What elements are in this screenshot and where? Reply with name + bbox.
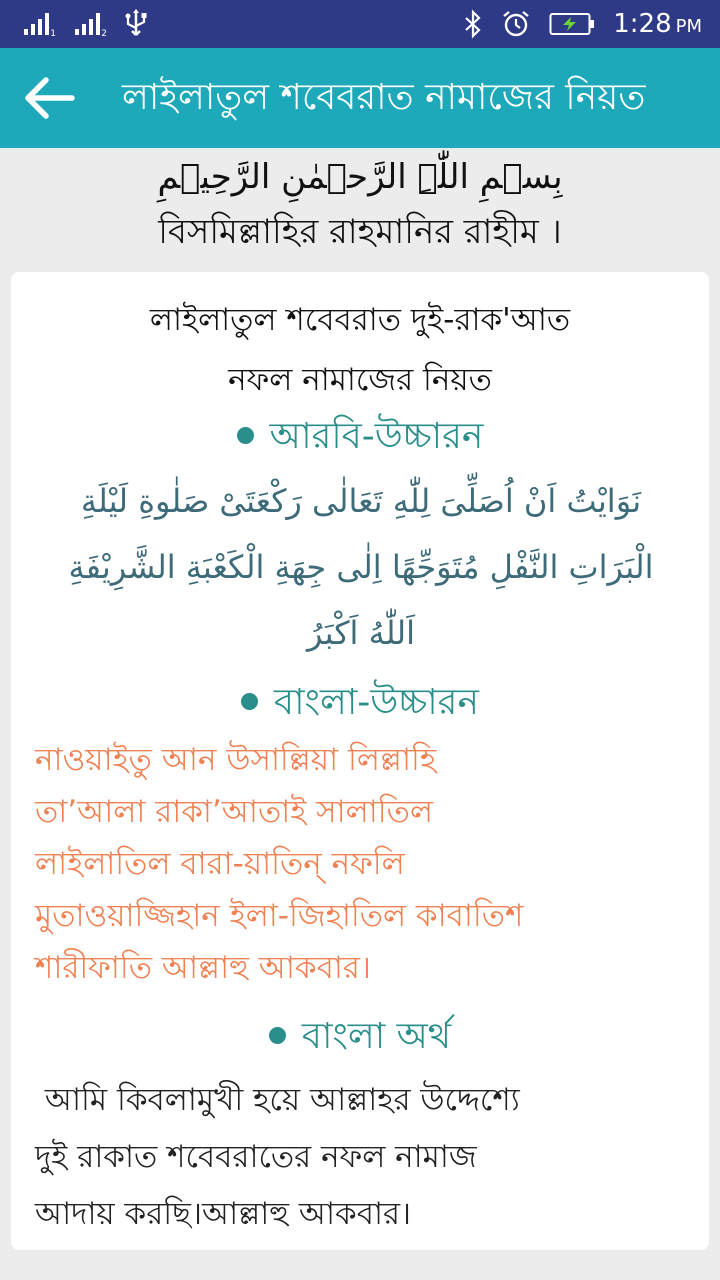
app-bar [0,48,720,148]
meaning-section-title: বাংলা অর্থ [11,1012,709,1062]
niyat-card [11,272,709,1250]
status-bar [0,0,720,48]
clock: 1:28 PM [613,9,702,39]
sim2-label: 2 [101,29,107,39]
bullet-icon [237,427,254,444]
bangla-section-title: বাংলা-উচ্চারন [11,678,709,728]
meaning-line: দুই রাকাত শবেবরাতের নফল নামাজ [35,1139,477,1175]
bangla-line: তা’আলা রাকা’আতাই সালাতিল [35,794,433,830]
meaning-line: আদায় করছি।আল্লাহু আকবার। [35,1196,412,1232]
bluetooth-icon [463,9,483,39]
back-button[interactable] [22,74,76,122]
arabic-line: الْبَرَاتِ النَّفْلِ مُتَوَجِّهًا اِلٰى جِهَةِ الْكَعْبَةِ الشَّرِيْفَةِ [68,548,654,586]
bangla-line: নাওয়াইতু আন উসাল্লিয়া লিল্লাহি [35,742,437,778]
bangla-line: শারীফাতি আল্লাহু আকবার। [35,950,371,986]
signal-sim1-icon [24,13,56,39]
arabic-line: نَوَايْتُ اَنْ اُصَلِّىَ لِلّٰهِ تَعَالٰى رَكْعَتَىْ صَلٰوةِ لَيْلَةِ [80,482,642,520]
alarm-icon [501,9,531,39]
bangla-pronunciation-text [35,734,695,994]
page-title: লাইলাতুল শবেবরাত নামাজের নিয়ত [122,77,646,118]
arrow-left-icon [22,74,76,122]
bangla-line: লাইলাতিল বারা-য়াতিন্ নফলি [35,846,405,882]
bismillah-bangla: বিসমিল্লাহির রাহমানির রাহীম । [158,212,562,252]
usb-icon [124,9,148,39]
battery-charging-icon [549,12,595,36]
sim1-label: 1 [50,29,56,39]
arabic-line: اَللّٰهُ اَكْبَرُ [307,614,415,652]
bangla-meaning-text [35,1072,695,1243]
arabic-niyat-text [41,468,681,666]
bismillah-arabic: بِسۡمِ اللّٰہِ الرَّحۡمٰنِ الرَّحِیۡمِ [157,157,563,197]
signal-sim2-icon [75,13,107,39]
card-heading-line1: লাইলাতুল শবেবরাত দুই-রাক'আত [149,302,571,338]
bullet-icon [241,693,258,710]
bullet-icon [269,1027,286,1044]
arabic-section-title: আরবি-উচ্চারন [11,412,709,462]
bangla-line: মুতাওয়াজ্জিহান ইলা-জিহাতিল কাবাতিশ [35,898,524,934]
meaning-line: আমি কিবলামুখী হয়ে আল্লাহর উদ্দেশ্যে [35,1082,520,1118]
card-heading-line2: নফল নামাজের নিয়ত [228,362,492,398]
